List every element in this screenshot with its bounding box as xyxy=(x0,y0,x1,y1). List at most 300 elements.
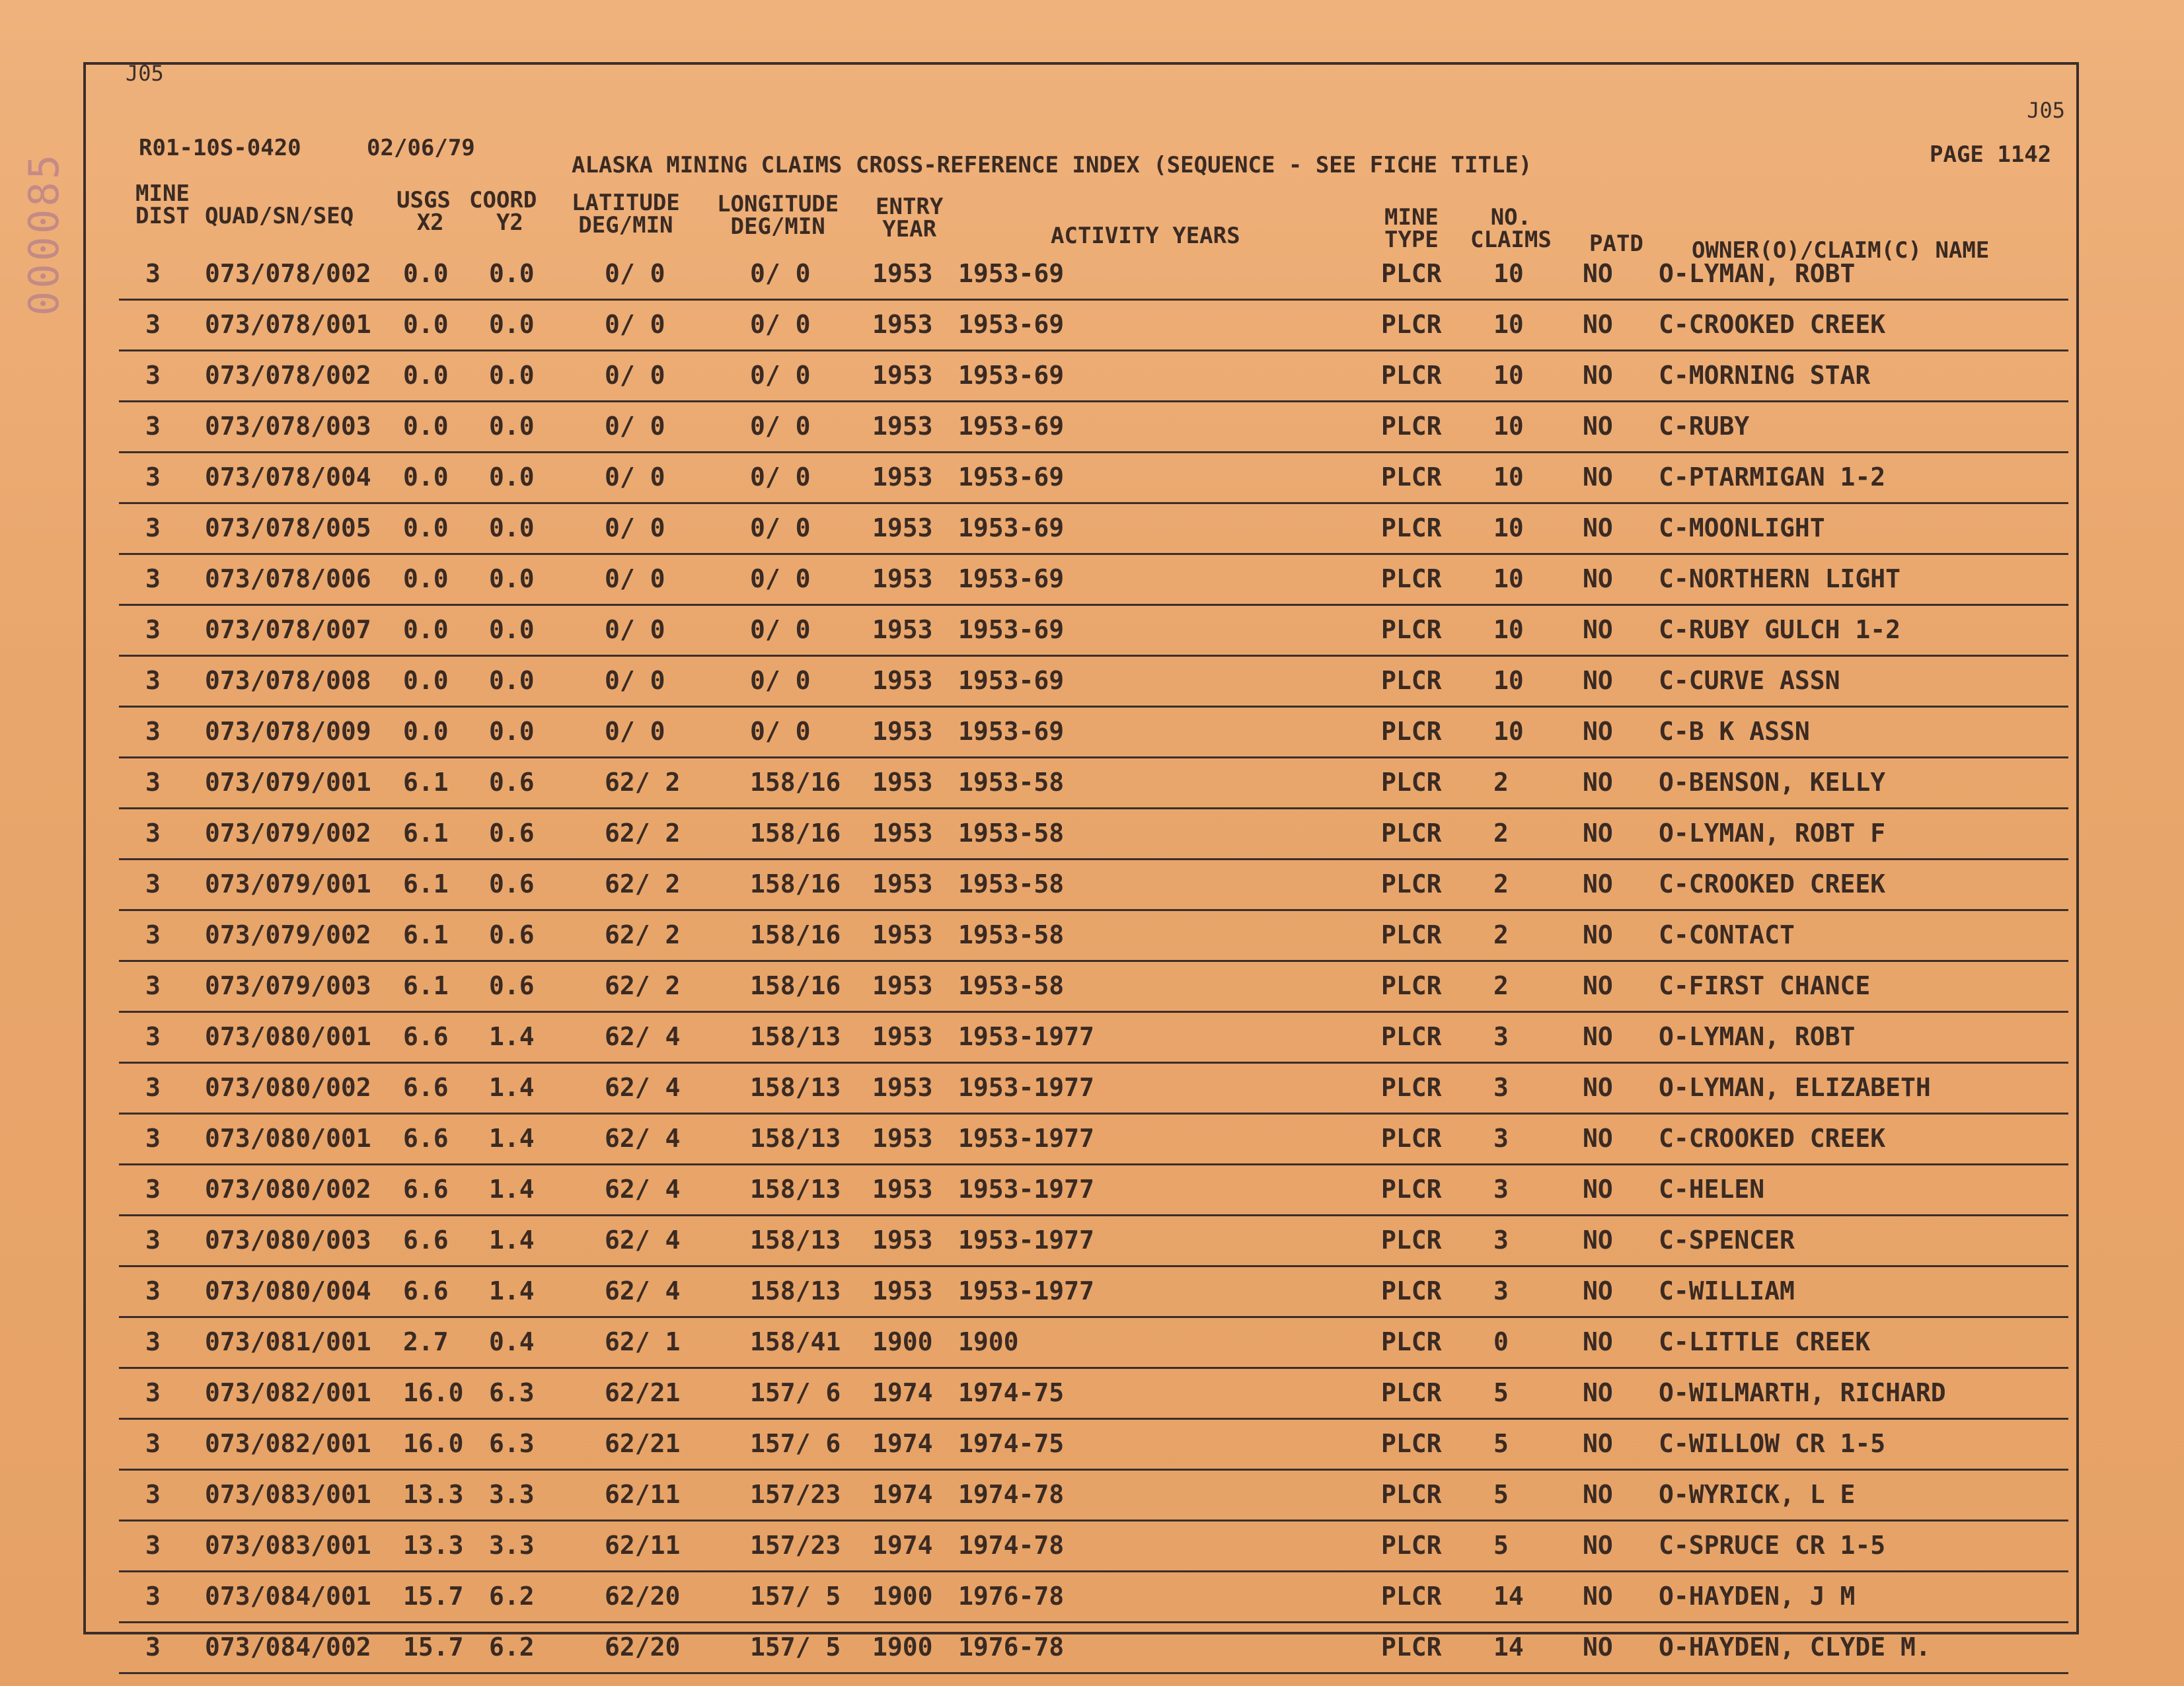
table-row xyxy=(119,860,2068,911)
cell-patd: NO xyxy=(1583,1276,1613,1305)
cell-mine-type: PLCR xyxy=(1381,666,1442,695)
cell-x2: 6.6 xyxy=(403,1073,449,1102)
table-row xyxy=(119,1064,2068,1115)
cell-entry-year: 1953 xyxy=(872,412,933,441)
cell-no-claims: 10 xyxy=(1493,615,1524,644)
cell-owner-claim: C-CROOKED CREEK xyxy=(1659,310,1886,339)
cell-owner-claim: O-LYMAN, ROBT xyxy=(1659,259,1856,288)
cell-mine-dist: 3 xyxy=(145,1226,161,1255)
cell-y2: 6.3 xyxy=(489,1429,535,1458)
cell-y2: 0.0 xyxy=(489,717,535,746)
table-row xyxy=(119,962,2068,1013)
cell-quad: 073/080/004 xyxy=(205,1276,371,1305)
cell-quad: 073/078/009 xyxy=(205,717,371,746)
cell-x2: 6.6 xyxy=(403,1124,449,1153)
cell-owner-claim: C-FIRST CHANCE xyxy=(1659,971,1871,1000)
cell-longitude: 0/ 0 xyxy=(750,412,811,441)
cell-no-claims: 14 xyxy=(1493,1582,1524,1611)
cell-patd: NO xyxy=(1583,1175,1613,1204)
cell-entry-year: 1974 xyxy=(872,1480,933,1509)
corner-code-left: J05 xyxy=(126,61,164,86)
cell-owner-claim: O-WILMARTH, RICHARD xyxy=(1659,1378,1946,1407)
cell-quad: 073/078/004 xyxy=(205,462,371,492)
cell-owner-claim: O-HAYDEN, CLYDE M. xyxy=(1659,1632,1931,1662)
cell-mine-dist: 3 xyxy=(145,259,161,288)
table-row xyxy=(119,1521,2068,1572)
cell-longitude: 0/ 0 xyxy=(750,513,811,542)
cell-owner-claim: C-SPENCER xyxy=(1659,1226,1795,1255)
cell-mine-type: PLCR xyxy=(1381,1226,1442,1255)
cell-activity-years: 1953-58 xyxy=(958,869,1065,898)
cell-no-claims: 2 xyxy=(1493,819,1509,848)
cell-patd: NO xyxy=(1583,971,1613,1000)
cell-activity-years: 1953-1977 xyxy=(958,1022,1094,1051)
cell-quad: 073/079/002 xyxy=(205,819,371,848)
cell-no-claims: 3 xyxy=(1493,1276,1509,1305)
cell-y2: 0.6 xyxy=(489,819,535,848)
cell-longitude: 0/ 0 xyxy=(750,361,811,390)
cell-activity-years: 1976-78 xyxy=(958,1632,1065,1662)
cell-patd: NO xyxy=(1583,920,1613,949)
cell-patd: NO xyxy=(1583,1226,1613,1255)
cell-entry-year: 1953 xyxy=(872,717,933,746)
cell-longitude: 158/13 xyxy=(750,1226,841,1255)
cell-owner-claim: C-LITTLE CREEK xyxy=(1659,1327,1871,1356)
cell-y2: 1.4 xyxy=(489,1226,535,1255)
cell-y2: 0.0 xyxy=(489,462,535,492)
col-quad: QUAD/SN/SEQ xyxy=(205,203,354,229)
cell-entry-year: 1953 xyxy=(872,920,933,949)
cell-longitude: 0/ 0 xyxy=(750,310,811,339)
cell-patd: NO xyxy=(1583,1022,1613,1051)
cell-quad: 073/080/003 xyxy=(205,1226,371,1255)
cell-longitude: 157/23 xyxy=(750,1480,841,1509)
cell-mine-type: PLCR xyxy=(1381,1480,1442,1509)
cell-y2: 0.0 xyxy=(489,412,535,441)
cell-owner-claim: C-PTARMIGAN 1-2 xyxy=(1659,462,1886,492)
cell-quad: 073/079/003 xyxy=(205,971,371,1000)
cell-latitude: 62/ 2 xyxy=(605,971,681,1000)
cell-owner-claim: O-LYMAN, ROBT F xyxy=(1659,819,1886,848)
cell-mine-type: PLCR xyxy=(1381,717,1442,746)
cell-y2: 1.4 xyxy=(489,1124,535,1153)
cell-x2: 15.7 xyxy=(403,1632,464,1662)
table-row xyxy=(119,1471,2068,1521)
cell-mine-dist: 3 xyxy=(145,1124,161,1153)
cell-no-claims: 3 xyxy=(1493,1226,1509,1255)
cell-x2: 6.6 xyxy=(403,1226,449,1255)
cell-mine-type: PLCR xyxy=(1381,564,1442,593)
report-date: 02/06/79 xyxy=(367,135,475,161)
cell-longitude: 158/16 xyxy=(750,920,841,949)
cell-entry-year: 1974 xyxy=(872,1531,933,1560)
cell-longitude: 0/ 0 xyxy=(750,259,811,288)
cell-longitude: 158/16 xyxy=(750,768,841,797)
cell-no-claims: 2 xyxy=(1493,920,1509,949)
cell-entry-year: 1900 xyxy=(872,1327,933,1356)
cell-activity-years: 1974-78 xyxy=(958,1531,1065,1560)
cell-latitude: 62/ 2 xyxy=(605,920,681,949)
cell-no-claims: 10 xyxy=(1493,513,1524,542)
cell-patd: NO xyxy=(1583,768,1613,797)
cell-y2: 3.3 xyxy=(489,1480,535,1509)
cell-latitude: 62/ 4 xyxy=(605,1073,681,1102)
cell-mine-type: PLCR xyxy=(1381,361,1442,390)
cell-y2: 0.6 xyxy=(489,971,535,1000)
cell-no-claims: 10 xyxy=(1493,412,1524,441)
cell-patd: NO xyxy=(1583,1531,1613,1560)
cell-owner-claim: C-CURVE ASSN xyxy=(1659,666,1840,695)
cell-mine-dist: 3 xyxy=(145,819,161,848)
cell-no-claims: 0 xyxy=(1493,1327,1509,1356)
cell-longitude: 158/16 xyxy=(750,869,841,898)
cell-patd: NO xyxy=(1583,666,1613,695)
cell-patd: NO xyxy=(1583,1327,1613,1356)
cell-latitude: 62/ 4 xyxy=(605,1124,681,1153)
cell-quad: 073/079/001 xyxy=(205,768,371,797)
cell-entry-year: 1953 xyxy=(872,971,933,1000)
cell-latitude: 0/ 0 xyxy=(605,361,665,390)
cell-x2: 6.6 xyxy=(403,1175,449,1204)
cell-latitude: 62/11 xyxy=(605,1480,681,1509)
table-row xyxy=(119,1013,2068,1064)
col-activity-years: ACTIVITY YEARS xyxy=(1051,223,1240,249)
cell-quad: 073/078/002 xyxy=(205,259,371,288)
col-entry-year: ENTRY YEAR xyxy=(876,194,944,242)
side-number: 000085 xyxy=(20,152,68,316)
cell-no-claims: 10 xyxy=(1493,259,1524,288)
cell-y2: 0.6 xyxy=(489,920,535,949)
cell-quad: 073/078/007 xyxy=(205,615,371,644)
cell-activity-years: 1953-69 xyxy=(958,513,1065,542)
table-row xyxy=(119,1369,2068,1420)
cell-latitude: 0/ 0 xyxy=(605,310,665,339)
cell-activity-years: 1953-69 xyxy=(958,462,1065,492)
cell-entry-year: 1953 xyxy=(872,513,933,542)
cell-owner-claim: C-MORNING STAR xyxy=(1659,361,1871,390)
cell-activity-years: 1953-69 xyxy=(958,717,1065,746)
cell-activity-years: 1900 xyxy=(958,1327,1019,1356)
col-y2: COORD Y2 xyxy=(469,187,537,236)
cell-activity-years: 1953-1977 xyxy=(958,1073,1094,1102)
cell-mine-type: PLCR xyxy=(1381,259,1442,288)
cell-entry-year: 1953 xyxy=(872,819,933,848)
cell-patd: NO xyxy=(1583,412,1613,441)
cell-no-claims: 10 xyxy=(1493,717,1524,746)
cell-owner-claim: C-MOONLIGHT xyxy=(1659,513,1825,542)
cell-activity-years: 1953-58 xyxy=(958,920,1065,949)
cell-owner-claim: O-BENSON, KELLY xyxy=(1659,768,1886,797)
cell-y2: 1.4 xyxy=(489,1022,535,1051)
cell-longitude: 0/ 0 xyxy=(750,666,811,695)
cell-patd: NO xyxy=(1583,1429,1613,1458)
cell-quad: 073/078/005 xyxy=(205,513,371,542)
cell-mine-type: PLCR xyxy=(1381,462,1442,492)
cell-patd: NO xyxy=(1583,361,1613,390)
cell-mine-type: PLCR xyxy=(1381,1175,1442,1204)
cell-y2: 0.0 xyxy=(489,564,535,593)
cell-patd: NO xyxy=(1583,717,1613,746)
cell-owner-claim: O-WYRICK, L E xyxy=(1659,1480,1856,1509)
cell-longitude: 0/ 0 xyxy=(750,462,811,492)
col-mine-dist: MINE DIST xyxy=(135,180,190,229)
cell-owner-claim: O-LYMAN, ELIZABETH xyxy=(1659,1073,1931,1102)
cell-mine-dist: 3 xyxy=(145,564,161,593)
cell-latitude: 0/ 0 xyxy=(605,564,665,593)
cell-activity-years: 1953-69 xyxy=(958,412,1065,441)
cell-mine-dist: 3 xyxy=(145,462,161,492)
cell-entry-year: 1953 xyxy=(872,361,933,390)
cell-activity-years: 1974-78 xyxy=(958,1480,1065,1509)
cell-entry-year: 1900 xyxy=(872,1632,933,1662)
cell-y2: 0.4 xyxy=(489,1327,535,1356)
cell-longitude: 158/13 xyxy=(750,1073,841,1102)
cell-mine-type: PLCR xyxy=(1381,310,1442,339)
table-row xyxy=(119,1572,2068,1623)
cell-patd: NO xyxy=(1583,1378,1613,1407)
cell-latitude: 62/ 2 xyxy=(605,768,681,797)
cell-x2: 15.7 xyxy=(403,1582,464,1611)
cell-longitude: 0/ 0 xyxy=(750,615,811,644)
cell-entry-year: 1953 xyxy=(872,310,933,339)
cell-mine-type: PLCR xyxy=(1381,1378,1442,1407)
cell-patd: NO xyxy=(1583,869,1613,898)
cell-longitude: 158/16 xyxy=(750,819,841,848)
cell-no-claims: 10 xyxy=(1493,310,1524,339)
cell-latitude: 0/ 0 xyxy=(605,513,665,542)
cell-mine-type: PLCR xyxy=(1381,1327,1442,1356)
cell-quad: 073/079/001 xyxy=(205,869,371,898)
table-row xyxy=(119,250,2068,301)
cell-mine-type: PLCR xyxy=(1381,1632,1442,1662)
cell-entry-year: 1953 xyxy=(872,615,933,644)
cell-mine-dist: 3 xyxy=(145,412,161,441)
cell-mine-dist: 3 xyxy=(145,1531,161,1560)
cell-y2: 1.4 xyxy=(489,1276,535,1305)
cell-x2: 0.0 xyxy=(403,259,449,288)
table-row xyxy=(119,809,2068,860)
cell-no-claims: 2 xyxy=(1493,971,1509,1000)
cell-entry-year: 1974 xyxy=(872,1429,933,1458)
cell-entry-year: 1953 xyxy=(872,1073,933,1102)
table-row xyxy=(119,606,2068,657)
col-patd: PATD xyxy=(1589,231,1643,257)
cell-entry-year: 1974 xyxy=(872,1378,933,1407)
cell-mine-dist: 3 xyxy=(145,666,161,695)
cell-longitude: 158/13 xyxy=(750,1175,841,1204)
cell-x2: 16.0 xyxy=(403,1429,464,1458)
cell-y2: 0.0 xyxy=(489,615,535,644)
col-owner-claim: OWNER(O)/CLAIM(C) NAME xyxy=(1692,237,1990,264)
cell-latitude: 62/ 4 xyxy=(605,1022,681,1051)
cell-quad: 073/083/001 xyxy=(205,1480,371,1509)
cell-activity-years: 1953-69 xyxy=(958,615,1065,644)
cell-no-claims: 3 xyxy=(1493,1022,1509,1051)
cell-x2: 6.6 xyxy=(403,1276,449,1305)
cell-latitude: 0/ 0 xyxy=(605,615,665,644)
cell-activity-years: 1974-75 xyxy=(958,1429,1065,1458)
table-row xyxy=(119,453,2068,504)
cell-latitude: 0/ 0 xyxy=(605,412,665,441)
cell-entry-year: 1953 xyxy=(872,259,933,288)
cell-latitude: 0/ 0 xyxy=(605,259,665,288)
cell-entry-year: 1953 xyxy=(872,869,933,898)
cell-activity-years: 1953-69 xyxy=(958,564,1065,593)
cell-entry-year: 1953 xyxy=(872,1226,933,1255)
cell-x2: 0.0 xyxy=(403,310,449,339)
cell-latitude: 62/ 4 xyxy=(605,1276,681,1305)
table-row xyxy=(119,504,2068,555)
cell-owner-claim: C-HELEN xyxy=(1659,1175,1765,1204)
cell-quad: 073/080/001 xyxy=(205,1124,371,1153)
cell-mine-dist: 3 xyxy=(145,1378,161,1407)
cell-mine-type: PLCR xyxy=(1381,615,1442,644)
col-longitude: LONGITUDE DEG/MIN xyxy=(717,191,839,240)
cell-latitude: 0/ 0 xyxy=(605,666,665,695)
cell-longitude: 0/ 0 xyxy=(750,717,811,746)
cell-longitude: 158/13 xyxy=(750,1276,841,1305)
cell-quad: 073/081/001 xyxy=(205,1327,371,1356)
report-title: ALASKA MINING CLAIMS CROSS-REFERENCE INDEX (SEQUENCE - SEE FICHE TITLE) xyxy=(572,152,1532,178)
cell-patd: NO xyxy=(1583,259,1613,288)
cell-no-claims: 3 xyxy=(1493,1175,1509,1204)
cell-patd: NO xyxy=(1583,1582,1613,1611)
cell-latitude: 62/20 xyxy=(605,1632,681,1662)
cell-owner-claim: C-NORTHERN LIGHT xyxy=(1659,564,1901,593)
table-row xyxy=(119,555,2068,606)
cell-activity-years: 1953-1977 xyxy=(958,1175,1094,1204)
cell-quad: 073/078/003 xyxy=(205,412,371,441)
cell-y2: 6.3 xyxy=(489,1378,535,1407)
cell-mine-dist: 3 xyxy=(145,513,161,542)
cell-entry-year: 1953 xyxy=(872,1276,933,1305)
cell-x2: 6.1 xyxy=(403,869,449,898)
cell-mine-dist: 3 xyxy=(145,768,161,797)
cell-x2: 2.7 xyxy=(403,1327,449,1356)
cell-mine-dist: 3 xyxy=(145,869,161,898)
cell-y2: 3.3 xyxy=(489,1531,535,1560)
table-row xyxy=(119,1267,2068,1318)
cell-mine-type: PLCR xyxy=(1381,1531,1442,1560)
cell-owner-claim: C-RUBY GULCH 1-2 xyxy=(1659,615,1901,644)
cell-no-claims: 3 xyxy=(1493,1124,1509,1153)
cell-longitude: 157/23 xyxy=(750,1531,841,1560)
cell-x2: 0.0 xyxy=(403,564,449,593)
cell-owner-claim: C-RUBY xyxy=(1659,412,1750,441)
cell-longitude: 158/13 xyxy=(750,1124,841,1153)
cell-mine-type: PLCR xyxy=(1381,819,1442,848)
cell-x2: 6.1 xyxy=(403,920,449,949)
table-row xyxy=(119,351,2068,402)
cell-x2: 0.0 xyxy=(403,717,449,746)
cell-longitude: 157/ 6 xyxy=(750,1378,841,1407)
cell-longitude: 157/ 5 xyxy=(750,1582,841,1611)
cell-x2: 6.6 xyxy=(403,1022,449,1051)
col-mine-type: MINE TYPE xyxy=(1384,204,1439,253)
cell-mine-type: PLCR xyxy=(1381,920,1442,949)
cell-y2: 0.6 xyxy=(489,768,535,797)
cell-patd: NO xyxy=(1583,462,1613,492)
cell-quad: 073/080/002 xyxy=(205,1073,371,1102)
cell-latitude: 62/21 xyxy=(605,1429,681,1458)
cell-activity-years: 1953-58 xyxy=(958,819,1065,848)
cell-no-claims: 14 xyxy=(1493,1632,1524,1662)
cell-quad: 073/084/002 xyxy=(205,1632,371,1662)
cell-longitude: 157/ 5 xyxy=(750,1632,841,1662)
cell-owner-claim: C-CROOKED CREEK xyxy=(1659,869,1886,898)
cell-patd: NO xyxy=(1583,1480,1613,1509)
cell-no-claims: 5 xyxy=(1493,1429,1509,1458)
cell-no-claims: 2 xyxy=(1493,869,1509,898)
cell-mine-dist: 3 xyxy=(145,1582,161,1611)
cell-latitude: 62/ 4 xyxy=(605,1226,681,1255)
cell-latitude: 62/21 xyxy=(605,1378,681,1407)
cell-mine-dist: 3 xyxy=(145,310,161,339)
cell-no-claims: 5 xyxy=(1493,1531,1509,1560)
cell-x2: 13.3 xyxy=(403,1480,464,1509)
cell-quad: 073/079/002 xyxy=(205,920,371,949)
cell-patd: NO xyxy=(1583,1632,1613,1662)
cell-y2: 1.4 xyxy=(489,1175,535,1204)
cell-mine-dist: 3 xyxy=(145,717,161,746)
cell-entry-year: 1953 xyxy=(872,768,933,797)
cell-mine-dist: 3 xyxy=(145,920,161,949)
cell-longitude: 158/41 xyxy=(750,1327,841,1356)
cell-quad: 073/080/001 xyxy=(205,1022,371,1051)
cell-owner-claim: C-B K ASSN xyxy=(1659,717,1810,746)
page-number: PAGE 1142 xyxy=(1930,141,2052,168)
cell-y2: 0.0 xyxy=(489,259,535,288)
cell-longitude: 158/16 xyxy=(750,971,841,1000)
cell-owner-claim: C-CONTACT xyxy=(1659,920,1795,949)
cell-latitude: 62/ 4 xyxy=(605,1175,681,1204)
cell-quad: 073/078/001 xyxy=(205,310,371,339)
cell-patd: NO xyxy=(1583,615,1613,644)
cell-mine-type: PLCR xyxy=(1381,1073,1442,1102)
cell-activity-years: 1953-1977 xyxy=(958,1226,1094,1255)
cell-no-claims: 10 xyxy=(1493,462,1524,492)
cell-latitude: 62/11 xyxy=(605,1531,681,1560)
cell-x2: 13.3 xyxy=(403,1531,464,1560)
cell-activity-years: 1953-69 xyxy=(958,259,1065,288)
table-row xyxy=(119,911,2068,962)
cell-patd: NO xyxy=(1583,564,1613,593)
cell-quad: 073/078/008 xyxy=(205,666,371,695)
cell-owner-claim: C-WILLOW CR 1-5 xyxy=(1659,1429,1886,1458)
cell-mine-dist: 3 xyxy=(145,1276,161,1305)
cell-mine-type: PLCR xyxy=(1381,1124,1442,1153)
cell-x2: 0.0 xyxy=(403,513,449,542)
cell-y2: 0.0 xyxy=(489,513,535,542)
cell-latitude: 0/ 0 xyxy=(605,462,665,492)
corner-code-right: J05 xyxy=(2027,98,2065,123)
report-code: R01-10S-0420 xyxy=(139,135,301,161)
cell-entry-year: 1953 xyxy=(872,564,933,593)
cell-mine-dist: 3 xyxy=(145,615,161,644)
cell-quad: 073/084/001 xyxy=(205,1582,371,1611)
cell-longitude: 157/ 6 xyxy=(750,1429,841,1458)
cell-owner-claim: O-HAYDEN, J M xyxy=(1659,1582,1856,1611)
cell-no-claims: 5 xyxy=(1493,1378,1509,1407)
cell-mine-type: PLCR xyxy=(1381,412,1442,441)
cell-activity-years: 1953-58 xyxy=(958,971,1065,1000)
cell-mine-dist: 3 xyxy=(145,1327,161,1356)
cell-mine-type: PLCR xyxy=(1381,971,1442,1000)
cell-entry-year: 1900 xyxy=(872,1582,933,1611)
cell-x2: 0.0 xyxy=(403,615,449,644)
table-row xyxy=(119,301,2068,351)
cell-no-claims: 10 xyxy=(1493,564,1524,593)
